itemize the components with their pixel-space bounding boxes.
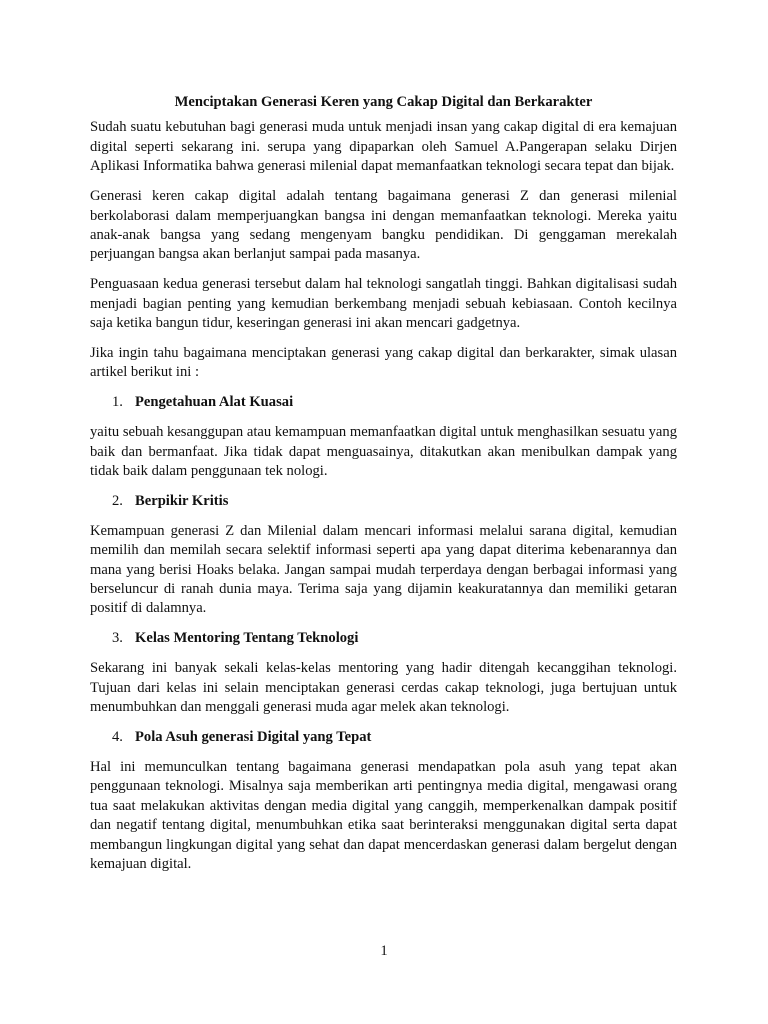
intro-paragraph-4: Jika ingin tahu bagaimana menciptakan generasi yang cakap digital dan berkarakter, simak ulasan artikel berikut ini : [90, 344, 677, 381]
section-heading-4 [90, 728, 677, 747]
section-body-1: yaitu sebuah kesanggupan atau kemampuan memanfaatkan digital untuk menghasilkan sesuatu yang baik dan bermanfaat. Jika tidak dapat menguasainya, ditakutkan akan menibulkan dampak yang tidak baik dalam penggunaan tek nologi. [90, 424, 677, 479]
section-heading-2 [90, 492, 677, 511]
section-number: 4. [112, 728, 123, 745]
section-number: 3. [112, 630, 123, 647]
page-number: 1 [380, 943, 388, 959]
document-page [90, 93, 677, 885]
section-body-4: Hal ini memunculkan tentang bagaimana generasi mendapatkan pola asuh yang tepat akan penggunaan teknologi. Misalnya saja memberikan arti pentingnya media digital, mengawasi orang tua saat melakukan aktivitas dengan media digital yang canggih, memperkenalkan dampak positif dan negatif tentang digital, menumbuhkan etika saat berinteraksi menggunakan digital serta dapat membangun lingkungan digital yang sehat dan dapat mencerdaskan generasi dalam bergelut dengan kemajuan digital. [90, 758, 677, 872]
section-number: 1. [112, 394, 123, 411]
section-body-2: Kemampuan generasi Z dan Milenial dalam mencari informasi melalui sarana digital, kemudian memilih dan memilah secara selektif informasi seperti apa yang dapat diterima kebenarannya dan mana yang berisi Hoaks belaka. Jangan sampai mudah terperdaya dengan berbagai informasi yang berseluncur di ranah dunia maya. Terima saja yang dijamin keakuratannya dan memiliki getaran positif di dalamnya. [90, 522, 677, 617]
document-title: Menciptakan Generasi Keren yang Cakap Digital dan Berkarakter [174, 94, 593, 110]
section-heading-3 [90, 629, 677, 648]
intro-paragraph-2: Generasi keren cakap digital adalah tentang bagaimana generasi Z dan generasi milenial berkolaborasi dalam memperjuangkan bangsa ini dengan memanfaatkan teknologi. Mereka yaitu anak-anak bangsa yang sedang mengenyam bangku pendidikan. Di genggaman merekalah perjuangan bangsa akan berlanjut sampai pada masanya. [90, 188, 677, 263]
section-heading-text: Pola Asuh generasi Digital yang Tepat [135, 728, 372, 745]
section-body-3: Sekarang ini banyak sekali kelas-kelas mentoring yang hadir ditengah kecanggihan teknologi. Tujuan dari kelas ini selain menciptakan generasi cerdas cakap teknologi, juga bertujuan untuk menumbuhkan dan menggali generasi muda agar melek akan teknologi. [90, 660, 677, 716]
intro-paragraph-3: Penguasaan kedua generasi tersebut dalam hal teknologi sangatlah tinggi. Bahkan digitalisasi sudah menjadi bagian penting yang kemudian berkembang menjadi sebuah kebiasaan. Contoh kecilnya saja ketika bangun tidur, keseringan generasi ini akan mencari gadgetnya. [90, 276, 677, 332]
section-heading-1 [90, 393, 677, 412]
section-heading-text: Kelas Mentoring Tentang Teknologi [135, 630, 359, 647]
section-heading-text: Pengetahuan Alat Kuasai [135, 394, 294, 411]
section-heading-text: Berpikir Kritis [135, 492, 229, 509]
section-number: 2. [112, 492, 123, 509]
intro-paragraph-1: Sudah suatu kebutuhan bagi generasi muda untuk menjadi insan yang cakap digital di era kemajuan digital seperti sekarang ini. serupa yang dipaparkan oleh Samuel A.Pangerapan selaku Dirjen Aplikasi Informatika bahwa generasi milenial dapat memanfaatkan teknologi secara tepat dan bijak. [90, 119, 677, 175]
